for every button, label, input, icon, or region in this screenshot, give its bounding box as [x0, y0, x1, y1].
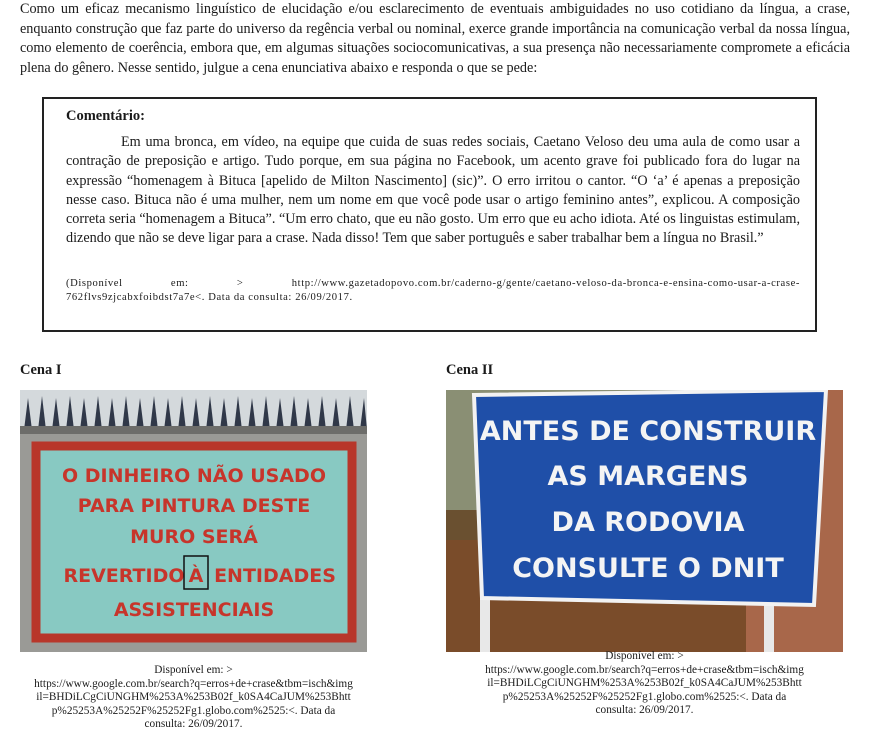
scene1-sign-line3: MURO SERÁ	[130, 526, 258, 548]
intro-paragraph: Como um eficaz mecanismo linguístico de elucidação e/ou esclarecimento de eventuais ambiguidades no uso cotidiano da língua, a crase, enquanto construção que faz parte do universo da regência verbal ou nominal, exerce grande importância na comunicação verbal da nossa língua, como elemento de coerência, embora que, em algumas situações sociocomunicativas, a sua presença não necessariamente compromete a eficácia plena do gênero. Nesse sentido, julgue a cena enunciativa abaixo e responda o que se pede:	[20, 1, 850, 76]
scene1-sign-line1: O DINHEIRO NÃO USADO	[62, 465, 326, 487]
comment-title: Comentário:	[66, 108, 145, 124]
scene1-sign-line4-right: ENTIDADES	[214, 565, 336, 587]
comment-source: (Disponível em: > http://www.gazetadopovo.com.br/caderno-g/gente/caetano-veloso-da-bronca-e-ensina-como-usar-a-crase-762flvs9zjcabxfoibdst7a7e<. Data da consulta: 26/09/2017.	[66, 278, 800, 303]
scene1-sign-line5: ASSISTENCIAIS	[113, 599, 275, 621]
scene1-sign-line4-left: REVERTIDO	[63, 565, 185, 587]
scene2-sign-line1: ANTES DE CONSTRUIR	[479, 416, 817, 447]
scene1-label: Cena I	[20, 362, 62, 378]
scene1-image	[20, 390, 367, 652]
scene1-sign-line2: PARA PINTURA DESTE	[77, 495, 311, 517]
scene2-image	[446, 390, 843, 652]
scene1-sign-crase: À	[188, 565, 204, 587]
scene2-sign-line2: AS MARGENS	[547, 461, 749, 492]
comment-box	[42, 97, 817, 332]
scene2-label: Cena II	[446, 362, 494, 378]
scene2-sign-line4: CONSULTE O DNIT	[512, 553, 784, 584]
scene2-caption: Disponível em: > https://www.google.com.br/search?q=erros+de+crase&tbm=isch&img il=BHDiLCgCiUNGHM%253A%253B02f_k0SA4CaJUM%253Bhtt p%25253A%25252F%25252Fg1.globo.com%2525:<. Data da consulta: 26/09/2017.	[485, 650, 804, 716]
scene2-sign-line3: DA RODOVIA	[551, 507, 745, 538]
comment-body-text: Em uma bronca, em vídeo, na equipe que cuida de suas redes sociais, Caetano Veloso deu uma aula de como usar a contração de preposição e artigo. Tudo porque, em sua página no Facebook, um acento grave foi publicado fora do lugar na expressão “homenagem à Bituca [apelido de Milton Nascimento] (sic)”. O erro irritou o cantor. “O ‘a’ é apenas a preposição nesse caso. Bituca não é uma mulher, nem um nome em que você pode usar o artigo feminino antes”, explicou. A composição correta seria “homenagem a Bituca”. “Um erro chato, que eu não gosto. Um erro que eu acho idiota. Até os linguistas estimulam, dizendo que não se deve ligar para a crase. Nada disso! Tem que saber português e saber trabalhar bem a língua no Brasil.”	[66, 134, 800, 247]
comment-body	[66, 133, 800, 249]
scene1-caption: Disponível em: > https://www.google.com.br/search?q=erros+de+crase&tbm=isch&img il=BHDiLCgCiUNGHM%253A%253B02f_k0SA4CaJUM%253Bhtt p%25253A%25252F%25252Fg1.globo.com%2525:<. Data da consulta: 26/09/2017.	[34, 664, 353, 730]
